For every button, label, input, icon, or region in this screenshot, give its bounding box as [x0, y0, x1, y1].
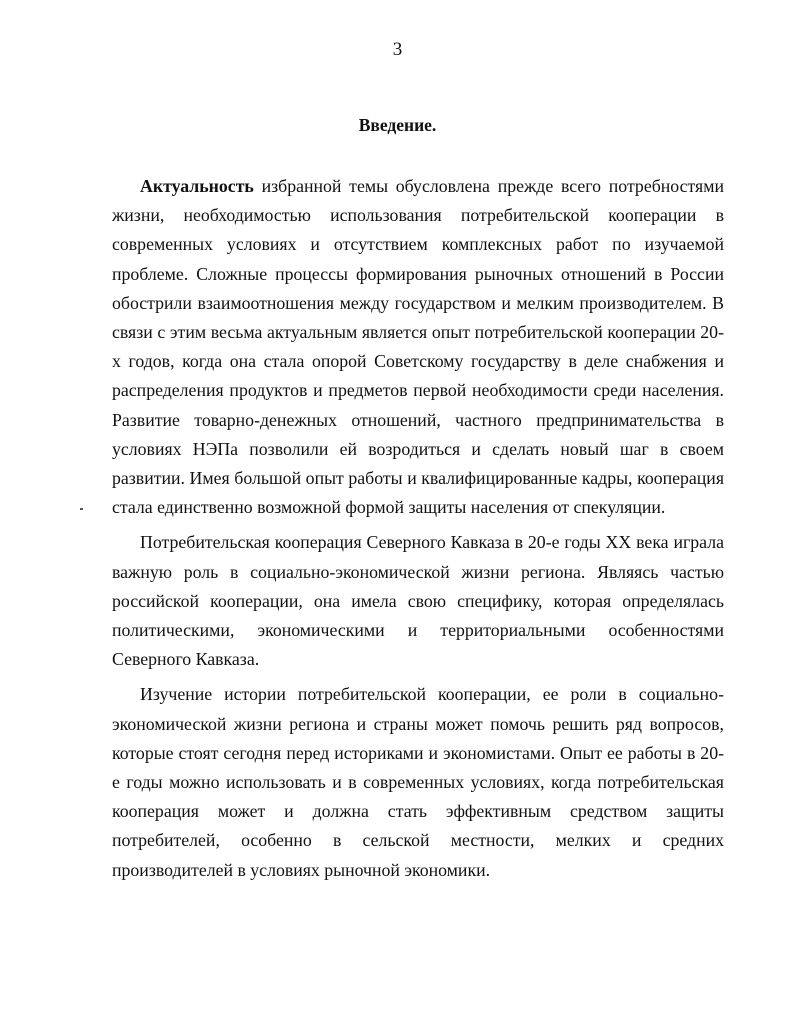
paragraph-text: Изучение истории потребительской кооперации, ее роли в социально-экономической жизни региона и страны может помочь решить ряд вопросов, которые стоят сегодня перед историками и экономистами. Опыт ее работы в 20-е годы можно использовать и в современных условиях, когда потребительская кооперация может и должна стать эффективным средством защиты потребителей, особенно в сельской местности, мелких и средних производителей в условиях рыночной экономики.	[112, 684, 724, 880]
section-heading: Введение.	[358, 115, 437, 135]
paragraph-text: избранной темы обусловлена прежде всего потребностями жизни, необходимостью использования потребительской кооперации в современных условиях и отсутствием комплексных работ по изучаемой проблеме. Сложные процессы формирования рыночных отношений в России обострили взаимоотношения между государством и мелким производителем. В связи с этим весьма актуальным является опыт потребительской кооперации 20-х годов, когда она стала опорой Советскому государству в деле снабжения и распределения продуктов и предметов первой необходимости среди населения. Развитие товарно-денежных отношений, частного предпринимательства в условиях НЭПа позволили ей возродиться и сделать новый шаг в своем развитии. Имея большой опыт работы и квалифицированные кадры, кооперация стала единственно возможной формой защиты населения от спекуляции.	[112, 176, 724, 518]
paragraph-text: Потребительская кооперация Северного Кавказа в 20-е годы XX века играла важную роль в социально-экономической жизни региона. Являясь частью российской кооперации, она имела свою специфику, которая определялась политическими, экономическими и территориальными особенностями Северного Кавказа.	[112, 532, 724, 670]
body-text	[112, 172, 724, 885]
margin-mark	[80, 508, 83, 510]
paragraph-relevance	[112, 172, 724, 522]
paragraph-study-history	[112, 680, 724, 884]
paragraph-north-caucasus	[112, 528, 724, 674]
page-number: 3	[392, 39, 403, 60]
paragraph-lead-term: Актуальность	[140, 176, 254, 196]
